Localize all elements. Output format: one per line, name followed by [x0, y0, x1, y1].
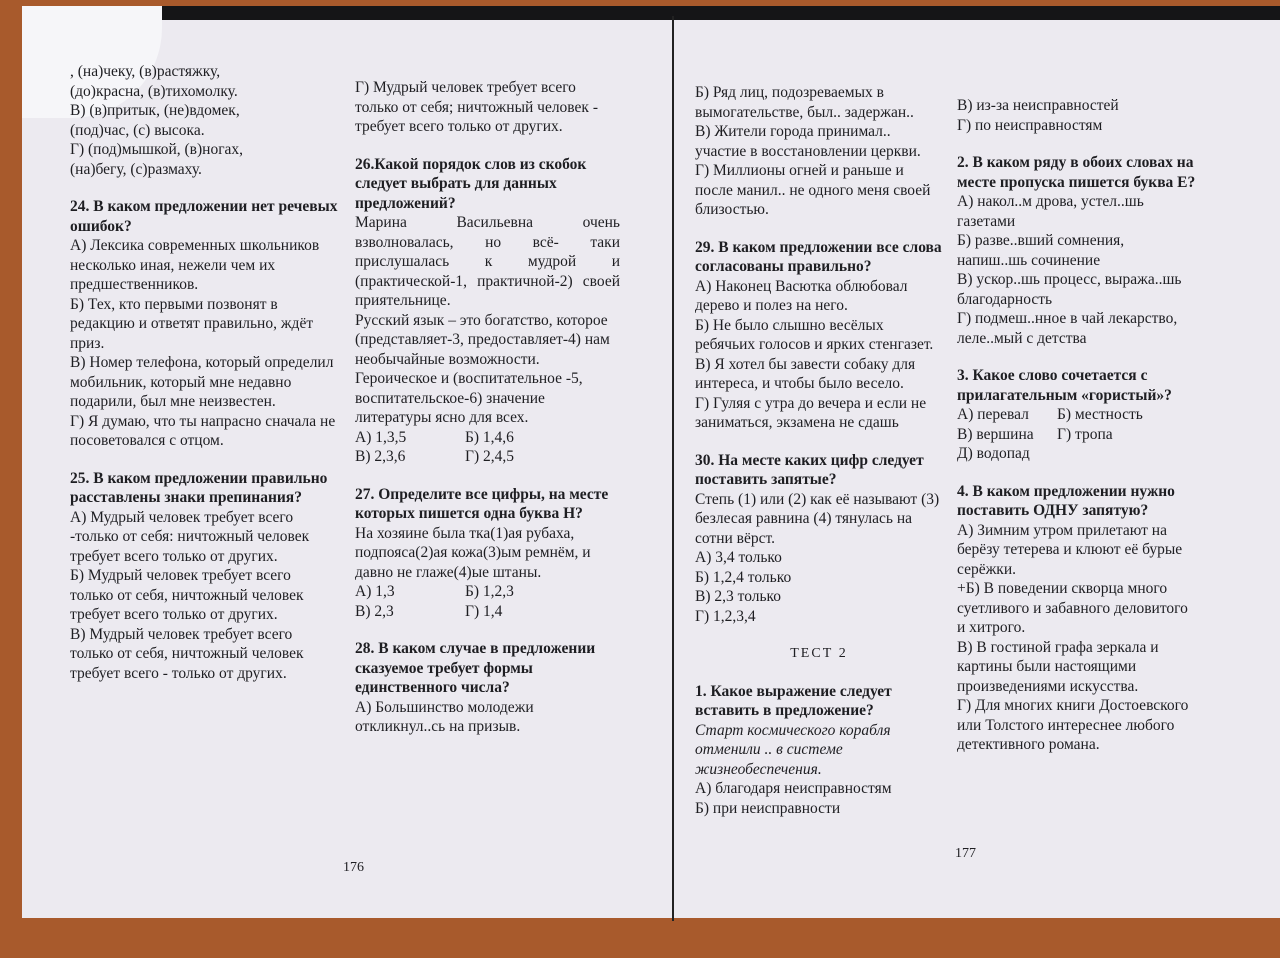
left-page-column-2	[355, 78, 620, 737]
text-line: А) Наконец Васютка облюбовал дерево и полез на него.	[695, 277, 908, 314]
text-line: Г) 1,2,3,4	[695, 607, 756, 625]
text-line: Б) 1,2,4 только	[695, 568, 792, 586]
right-page-column-1	[695, 83, 943, 818]
text-line: Б) Не было слышно весёлых ребячьих голосов и ярких стенгазет.	[695, 316, 934, 353]
answer-option: В) 2,3,6	[355, 448, 406, 465]
text-line: Г) Для многих книги Достоевского или Толстого интереснее любого детективного романа.	[957, 697, 1189, 753]
answer-pair	[355, 447, 620, 467]
answer-pair	[957, 405, 1197, 425]
question-heading: 25. В каком предложении правильно расставлены знаки препинания?	[70, 469, 328, 506]
question-heading: 1. Какое выражение следует вставить в предложение?	[695, 682, 892, 719]
text-line: Б) Мудрый человек требует всего только от себя, ничтожный человек требует всего только от других.	[70, 567, 304, 623]
text-line: А) Большинство молодежи откликнул..сь на призыв.	[355, 698, 534, 735]
question-heading: 28. В каком случае в предложении сказуемое требует формы единственного числа?	[355, 640, 596, 696]
text-line: (на)бегу, (с)размаху.	[70, 160, 202, 178]
page-number-right: 177	[955, 846, 976, 861]
text-line: А) Зимним утром прилетают на берёзу тетерева и клюют её бурые серёжки.	[957, 521, 1183, 578]
text-line: Б) Ряд лиц, подозреваемых в вымогательстве, был.. задержан..	[695, 84, 914, 121]
question-heading: 24. В каком предложении нет речевых ошибок?	[70, 198, 338, 235]
question-heading: 27. Определите все цифры, на месте которых пишется одна буква Н?	[355, 485, 609, 522]
answer-option: А) 1,3	[355, 583, 395, 600]
text-line: А) накол..м дрова, устел..шь газетами	[957, 193, 1144, 230]
answer-option: Б) 1,4,6	[465, 428, 514, 446]
answer-option: Г) 2,4,5	[465, 448, 514, 465]
answer-option: А) перевал	[957, 406, 1029, 423]
text-line: Г) подмеш..нное в чай лекарство, леле..мый с детства	[957, 310, 1178, 347]
text-line: В) В гостиной графа зеркала и картины были настоящими произведениями искусства.	[957, 638, 1159, 695]
text-line: (под)час, (с) высока.	[70, 121, 205, 139]
answer-option: В) вершина	[957, 425, 1034, 443]
left-page-column-1	[70, 62, 338, 683]
text-line: , (на)чеку, (в)растяжку,	[70, 63, 221, 80]
text-line: (до)красна, (в)тихомолку.	[70, 82, 238, 100]
text-line: В) ускор..шь процесс, выража..шь благодарность	[957, 271, 1182, 308]
scan-edge	[162, 6, 1280, 20]
text-line: В) Номер телефона, который определил мобильник, который мне недавно подарили, был мне неизвестен.	[70, 354, 334, 410]
answer-option: Б) местность	[1057, 406, 1143, 423]
text-line: А) Мудрый человек требует всего -только от себя: ничтожный человек требует всего только от других.	[70, 508, 310, 565]
answer-option: А) 1,3,5	[355, 428, 407, 446]
text-line: В) из-за неисправностей	[957, 97, 1119, 114]
answer-option: Г) тропа	[1057, 425, 1113, 443]
answer-option: В) 2,3	[355, 602, 394, 620]
answer-pair	[355, 428, 620, 448]
page-number-left: 176	[343, 860, 364, 875]
text-line: В) (в)притык, (не)вдомек,	[70, 102, 240, 119]
answer-pair	[957, 425, 1197, 445]
text-line: Старт космического корабля отменили .. в системе жизнеобеспечения.	[695, 721, 891, 778]
text-line: На хозяине была тка(1)ая рубаха, подпояса(2)ая кожа(3)ым ремнём, и давно не глаже(4)ые штаны.	[355, 524, 591, 581]
text-line: Г) Мудрый человек требует всего только от себя; ничтожный человек - требует всего только от других.	[355, 79, 598, 135]
answer-option: Г) 1,4	[465, 602, 503, 620]
right-page-column-2	[957, 96, 1197, 755]
text-line: В) Мудрый человек требует всего только от себя, ничтожный человек требует всего - только от других.	[70, 625, 304, 682]
text-line: В) 2,3 только	[695, 588, 782, 605]
text-line: А) Лексика современных школьников несколько иная, нежели чем их предшественников.	[70, 237, 320, 293]
text-line: Б) при неисправности	[695, 799, 841, 817]
text-line: Г) Гуляя с утра до вечера и если не заниматься, экзамена не сдашь	[695, 394, 927, 431]
text-line: +Б) В поведении скворца много суетливого и забавного деловитого и хитрого.	[957, 580, 1188, 636]
question-heading: 4. В каком предложении нужно поставить ОДНУ запятую?	[957, 482, 1175, 519]
text-line: Русский язык – это богатство, которое (представляет-3, предоставляет-4) нам необычайные возможности.	[355, 311, 610, 368]
text-line: Б) Тех, кто первыми позвонят в редакцию и ответят правильно, ждёт приз.	[70, 295, 314, 352]
text-line: Б) разве..вший сомнения, напиш..шь сочинение	[957, 232, 1125, 269]
answer-option: Б) 1,2,3	[465, 583, 514, 600]
text-line: Д) водопад	[957, 445, 1030, 462]
text-line: В) Жители города принимал.. участие в восстановлении церкви.	[695, 123, 921, 160]
question-heading: 26.Какой порядок слов из скобок следует выбрать для данных предложений?	[355, 155, 587, 212]
question-heading: 2. В каком ряду в обоих словах на месте пропуска пишется буква Е?	[957, 154, 1196, 191]
text-line: А) 3,4 только	[695, 549, 782, 566]
text-line: Г) (под)мышкой, (в)ногах,	[70, 141, 244, 158]
text-line: Г) по неисправностям	[957, 116, 1103, 134]
text-line: Героическое и (воспитательное -5, воспитательское-6) значение литературы ясно для всех.	[355, 370, 583, 426]
question-heading: 29. В каком предложении все слова согласованы правильно?	[695, 238, 942, 275]
answer-pair	[355, 582, 620, 602]
text-line: Марина Васильевна очень взволновалась, но всё- таки прислушалась к мудрой и (практической-1, практичной-2) своей приятельнице.	[355, 214, 620, 309]
text-line: Г) Я думаю, что ты напрасно сначала не посоветовался с отцом.	[70, 412, 336, 449]
question-heading: 3. Какое слово сочетается с прилагательным «гористый»?	[957, 367, 1172, 404]
answer-pair	[355, 602, 620, 622]
text-line: Г) Миллионы огней и раньше и после манил.. не одного меня своей близостью.	[695, 162, 931, 218]
book-spine	[672, 16, 674, 921]
text-line: Степь (1) или (2) как её называют (3) безлесая равнина (4) тянулась на сотни вёрст.	[695, 490, 940, 547]
text-line: В) Я хотел бы завести собаку для интереса, и чтобы было весело.	[695, 355, 916, 392]
section-heading: ТЕСТ 2	[790, 646, 848, 661]
text-line: А) благодаря неисправностям	[695, 780, 892, 797]
question-heading: 30. На месте каких цифр следует поставить запятые?	[695, 451, 924, 488]
